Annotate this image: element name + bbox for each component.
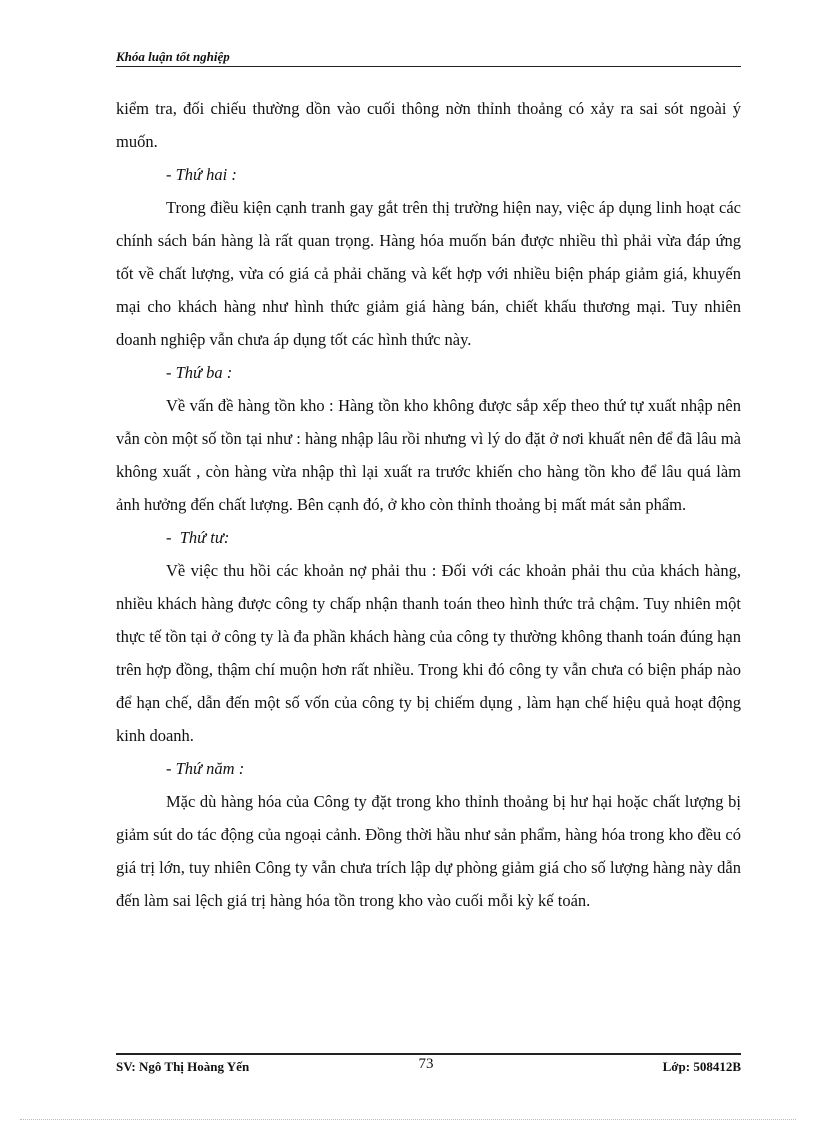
heading-thu-ba: - Thứ ba : [166, 363, 233, 382]
paragraph-thu-tu: Về việc thu hồi các khoản nợ phải thu : Đối với các khoản phải thu của khách hàng, nhiều khách hàng được công ty chấp nhận thanh toán theo hình thức trả chậm. Tuy nhiên một thực tế tồn tại ở công ty là đa phần khách hàng của công ty thường không thanh toán đúng hạn trên hợp đồng, thậm chí muộn hơn rất nhiều. Trong khi đó công ty vẫn chưa có biện pháp nào để hạn chế, dẫn đến một số vốn của công ty bị chiếm dụng , làm hạn chế hiệu quả hoạt động kinh doanh. [116, 561, 741, 745]
heading-thu-nam: - Thứ năm : [166, 759, 245, 778]
heading-text: Thứ năm : [175, 759, 245, 778]
page-number: 73 [418, 1056, 434, 1072]
paragraph-thu-nam: Mặc dù hàng hóa của Công ty đặt trong kho thỉnh thoảng bị hư hại hoặc chất lượng bị giảm sút do tác động của ngoại cảnh. Đồng thời hầu như sản phẩm, hàng hóa trong kho đều có giá trị lớn, tuy nhiên Công ty vẫn chưa trích lập dự phòng giảm giá cho số lượng hàng này dẫn đến làm sai lệch giá trị hàng hóa tồn trong kho vào cuối mỗi kỳ kế toán. [116, 792, 741, 910]
paragraph-continued: kiểm tra, đối chiếu thường dồn vào cuối thông nờn thỉnh thoảng có xảy ra sai sót ngoài ý muốn. [116, 99, 741, 151]
header-divider [116, 66, 741, 67]
heading-text: Thứ ba : [175, 363, 233, 382]
heading-text: Thứ hai : [175, 165, 237, 184]
footer-divider [116, 1053, 741, 1055]
footer-class: Lớp: 508412B [662, 1059, 741, 1074]
heading-thu-tu: - Thứ tư: [166, 528, 230, 547]
paragraph-thu-hai: Trong điều kiện cạnh tranh gay gắt trên thị trường hiện nay, việc áp dụng linh hoạt các chính sách bán hàng là rất quan trọng. Hàng hóa muốn bán được nhiều thì phải vừa đáp ứng tốt về chất lượng, vừa có giá cả phải chăng và kết hợp với nhiều biện pháp giảm giá, khuyến mại cho khách hàng như hình thức giảm giá hàng bán, chiết khấu thương mại. Tuy nhiên doanh nghiệp vẫn chưa áp dụng tốt các hình thức này. [116, 198, 741, 349]
paragraph-thu-ba: Về vấn đề hàng tồn kho : Hàng tồn kho không được sắp xếp theo thứ tự xuất nhập nên vẫn còn một số tồn tại như : hàng nhập lâu rồi nhưng vì lý do đặt ở nơi khuất nên để đã lâu mà không xuất , còn hàng vừa nhập thì lại xuất ra trước khiến cho hàng tồn kho để lâu quá làm ảnh hưởng đến chất lượng. Bên cạnh đó, ở kho còn thỉnh thoảng bị mất mát sản phẩm. [116, 396, 741, 514]
page-edge [20, 1119, 796, 1120]
footer-student-name: SV: Ngô Thị Hoàng Yến [116, 1059, 250, 1074]
document-body [116, 92, 741, 917]
heading-thu-hai: - Thứ hai : [166, 165, 237, 184]
heading-text: Thứ tư: [179, 528, 230, 547]
page-header-title: Khóa luận tốt nghiệp [116, 49, 230, 64]
